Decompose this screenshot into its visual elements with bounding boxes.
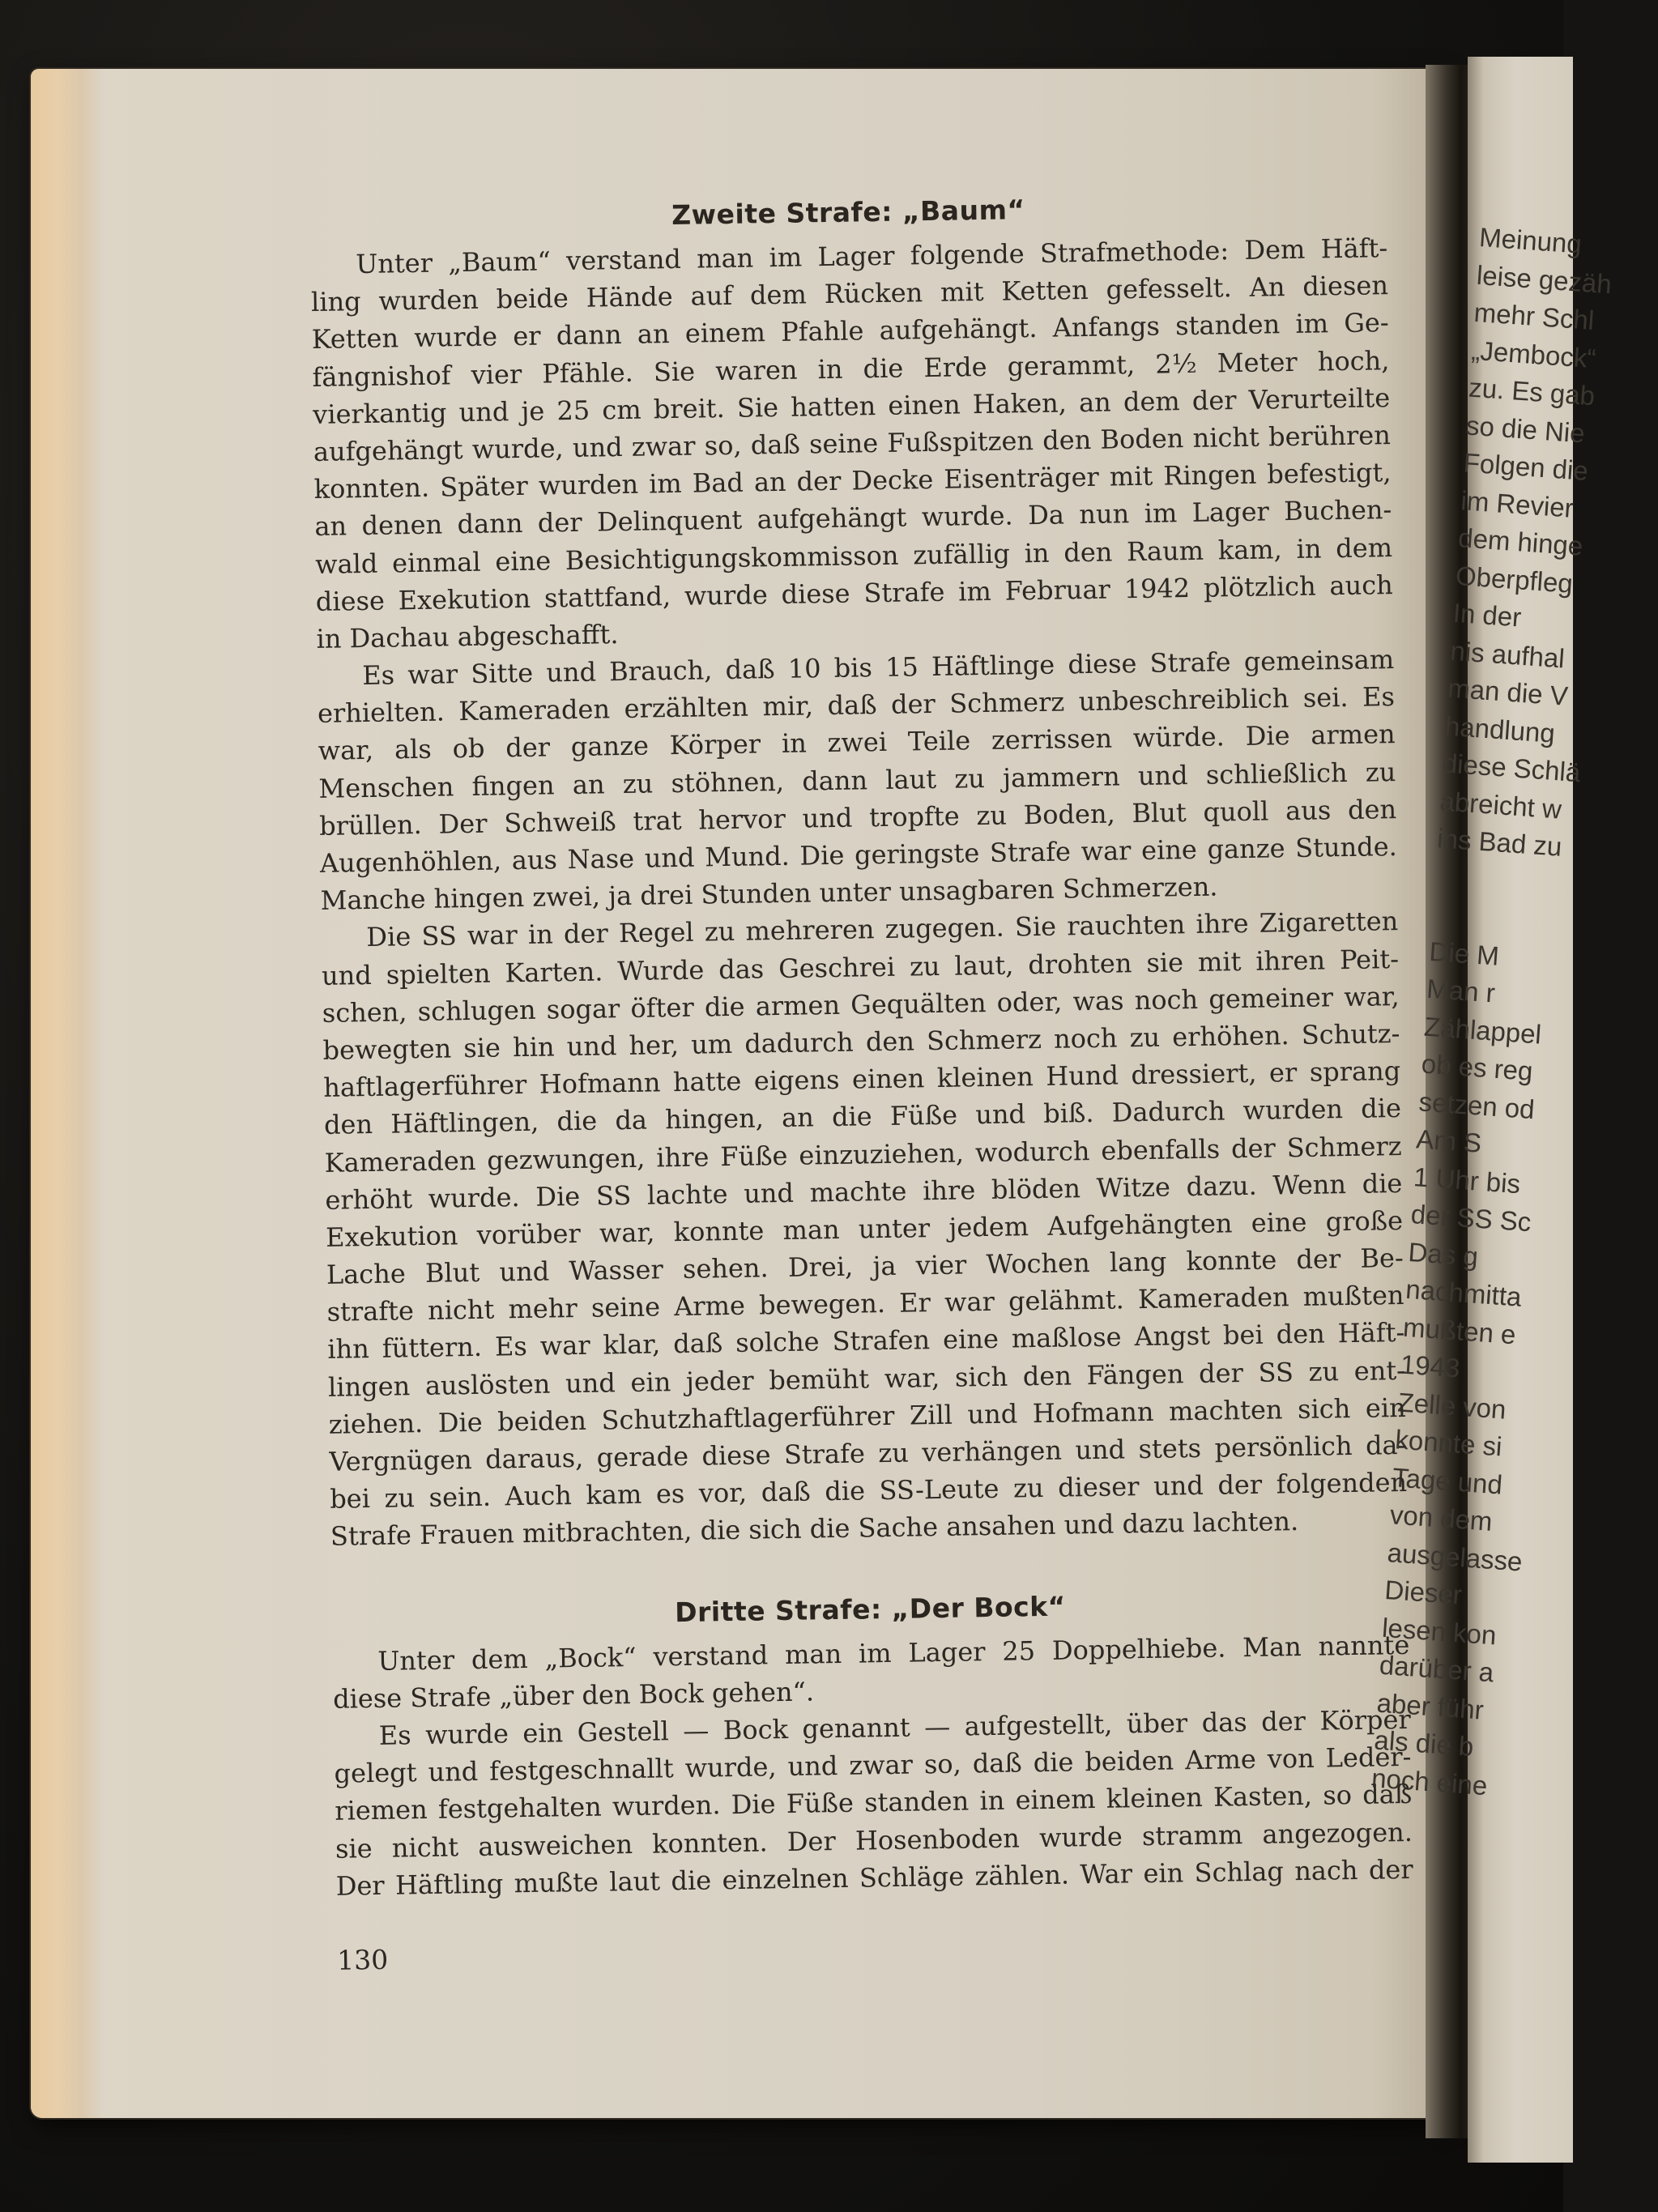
facing-text-line: Zelle von [1396, 1386, 1507, 1425]
text-line: Lache Blut und Wasser sehen. Drei, ja vier Wochen lang konnte der Be- [326, 1242, 1404, 1290]
facing-text-line: Dieser [1383, 1574, 1464, 1610]
facing-text-line: konnte si [1394, 1424, 1503, 1462]
facing-text-line: Oberpfleg [1454, 560, 1575, 599]
facing-text-line: Zählappel [1423, 1011, 1543, 1050]
text-line: erhöht wurde. Die SS lachte und machte ihre blöden Witze dazu. Wenn die [325, 1167, 1403, 1216]
facing-text-line: 1 Uhr bis [1413, 1161, 1522, 1199]
text-line: vierkantig und je 25 cm breit. Sie hatten einen Haken, an dem der Verurteilte [312, 381, 1391, 430]
facing-text-line: noch eine [1370, 1762, 1489, 1801]
text-line: Die SS war in der Regel zu mehreren zugegen. Sie rauchten ihre Zigaretten [366, 906, 1399, 953]
text-line: Augenhöhlen, aus Nase und Mund. Die geringste Strafe war eine ganze Stunde. [319, 831, 1398, 879]
facing-text-line: man die V [1447, 672, 1570, 711]
text-line: konnten. Später wurden im Bad an der Decke Eisenträger mit Ringen befestigt, [313, 457, 1392, 505]
text-line: diese Strafe „über den Bock gehen“. [332, 1676, 815, 1715]
facing-text-line: im Revier [1460, 484, 1575, 523]
text-line: und spielten Karten. Wurde das Geschrei zu laut, drohten sie mit ihren Peit- [321, 943, 1400, 991]
text-line: Manche hingen zwei, ja drei Stunden unter unsagbaren Schmerzen. [320, 871, 1218, 917]
text-line: Es wurde ein Gestell — Bock genannt — aufgestellt, über das der Körper [378, 1703, 1412, 1751]
right-book-page [1370, 57, 1613, 2163]
facing-text-line: In der [1451, 597, 1523, 633]
section-heading-bock: Dritte Strafe: „Der Bock“ [674, 1590, 1067, 1628]
text-line: wald einmal eine Besichtigungskommisson zufällig in den Raum kam, in dem [314, 531, 1393, 580]
facing-text-line: Folgen die [1462, 447, 1589, 486]
facing-text-line: Am S [1415, 1123, 1483, 1158]
page-content [309, 179, 1414, 1979]
text-line: an denen dann der Delinquent aufgehängt wurde. Da nun im Lager Buchen- [314, 494, 1392, 543]
facing-text-line: mußten e [1402, 1311, 1517, 1349]
text-line: haftlagerführer Hofmann hatte eigens einen kleinen Hund dressiert, er sprang [322, 1055, 1401, 1103]
facing-text-line: ob es reg [1420, 1048, 1534, 1087]
text-line: Kameraden gezwungen, ihre Füße einzuziehen, wodurch ebenfalls der Schmerz [324, 1130, 1402, 1178]
text-line: Es war Sitte und Brauch, daß 10 bis 15 Häftlinge diese Strafe gemeinsam [362, 644, 1395, 692]
facing-text-line: Tage und [1392, 1461, 1504, 1500]
text-line: diese Exekution stattfand, wurde diese Strafe im Februar 1942 plötzlich auch [315, 569, 1393, 617]
facing-text-line: Man r [1426, 973, 1497, 1008]
text-line: bei zu sein. Auch kam es vor, daß die SS-Leute zu dieser und der folgenden [329, 1467, 1408, 1515]
facing-text-line: zu. Es gab [1468, 372, 1596, 411]
text-line: bewegten sie hin und her, um dadurch den Schmerz noch zu erhöhen. Schutz- [322, 1017, 1400, 1066]
facing-text-line: der SS Sc [1409, 1199, 1532, 1238]
text-line: fängnishof vier Pfähle. Sie waren in die Erde gerammt, 2½ Meter hoch, [312, 344, 1390, 393]
text-line: schen, schlugen sogar öfter die armen Gequälten oder, was noch gemeiner war, [322, 980, 1400, 1029]
text-line: strafte nicht mehr seine Arme bewegen. Er war gelähmt. Kameraden mußten [326, 1280, 1404, 1328]
text-line: ling wurden beide Hände auf dem Rücken mit Ketten gefesselt. An diesen [310, 270, 1389, 318]
facing-text-line: aber führ [1375, 1687, 1485, 1725]
text-line: lingen auslösten und ein jeder bemüht war, sich den Fängen der SS zu ent- [327, 1354, 1406, 1403]
facing-text-line: so die Nie [1464, 409, 1586, 449]
facing-text-line: abreicht w [1438, 785, 1563, 825]
facing-text-line: diese Schlä [1441, 748, 1582, 788]
facing-text-line: nachmitta [1404, 1273, 1523, 1312]
facing-text-line: Meinung [1478, 221, 1583, 259]
facing-text-line: „Jembock“ [1470, 335, 1597, 373]
text-line: erhielten. Kameraden erzählten mir, daß der Schmerz unbeschreiblich sei. Es [317, 681, 1396, 730]
text-line: Ketten wurde er dann an einem Pfahle aufgehängt. Anfangs standen im Ge- [311, 307, 1389, 356]
text-line: Strafe Frauen mitbrachten, die sich die Sache ansahen und dazu lachten. [330, 1506, 1299, 1553]
facing-text-line: Das g [1407, 1236, 1480, 1272]
facing-text-line: ins Bad zu [1436, 823, 1563, 862]
text-line: war, als ob der ganze Körper in zwei Teile zerrissen würde. Die armen [318, 718, 1396, 767]
text-line: Vergnügen daraus, gerade diese Strafe zu verhängen und stets persönlich da- [329, 1429, 1407, 1477]
section-body-bock [332, 1626, 1413, 1904]
section-heading-baum: Zweite Strafe: „Baum“ [671, 194, 1025, 231]
text-line: aufgehängt wurde, und zwar so, daß seine Fußspitzen den Boden nicht berühren [313, 420, 1392, 467]
text-line: Unter dem „Bock“ verstand man im Lager 25 Doppelhiebe. Man nannte [377, 1629, 1410, 1677]
facing-text-line: ausgelasse [1386, 1536, 1524, 1577]
page-edge-shading [31, 69, 104, 2118]
facing-text-line: mehr Schl [1473, 296, 1596, 336]
facing-text-line: Die M [1428, 936, 1501, 971]
facing-text-line: handlung [1443, 710, 1557, 748]
text-line: ziehen. Die beiden Schutzhaftlagerführer Zill und Hofmann machten sich ein [328, 1392, 1406, 1440]
facing-text-line: darüber a [1378, 1649, 1495, 1688]
facing-text-line: 1943 [1399, 1349, 1461, 1383]
text-line: riemen festgehalten wurden. Die Füße standen in einem kleinen Kasten, so daß [335, 1779, 1413, 1827]
facing-text-line: nis aufhal [1449, 635, 1566, 674]
text-line: ihn füttern. Es war klar, daß solche Strafen eine maßlose Angst bei den Häft- [327, 1317, 1405, 1366]
text-line: in Dachau abgeschafft. [316, 618, 619, 654]
text-line: Der Häftling mußte laut die einzelnen Schläge zählen. War ein Schlag nach der [335, 1853, 1413, 1902]
text-line: den Häftlingen, die da hingen, an die Füße und biß. Dadurch wurden die [323, 1093, 1402, 1141]
facing-text-line: als die b [1373, 1724, 1475, 1762]
text-line: Menschen fingen an zu stöhnen, dann laut zu jammern und schließlich zu [318, 756, 1396, 804]
text-line: Exekution vorüber war, konnte man unter jedem Aufgehängten eine große [325, 1204, 1404, 1253]
facing-text-line: leise gezäh [1475, 259, 1613, 299]
facing-text-line: lesen kon [1381, 1612, 1498, 1651]
section-body-baum [310, 229, 1408, 1555]
facing-text-line: setzen od [1417, 1085, 1536, 1124]
facing-text-line: von dem [1388, 1499, 1494, 1536]
text-line: gelegt und festgeschnallt wurde, und zwar so, daß die beiden Arme von Leder- [334, 1741, 1412, 1789]
text-line: brüllen. Der Schweiß trat hervor und tropfte zu Boden, Blut quoll aus den [318, 793, 1397, 842]
text-line: sie nicht ausweichen konnten. Der Hosenboden wurde stramm angezogen. [335, 1816, 1413, 1865]
page-number: 130 [336, 1943, 389, 1976]
facing-text-line: dem hinge [1457, 522, 1584, 561]
text-line: Unter „Baum“ verstand man im Lager folgende Strafmethode: Dem Häft- [356, 232, 1388, 280]
